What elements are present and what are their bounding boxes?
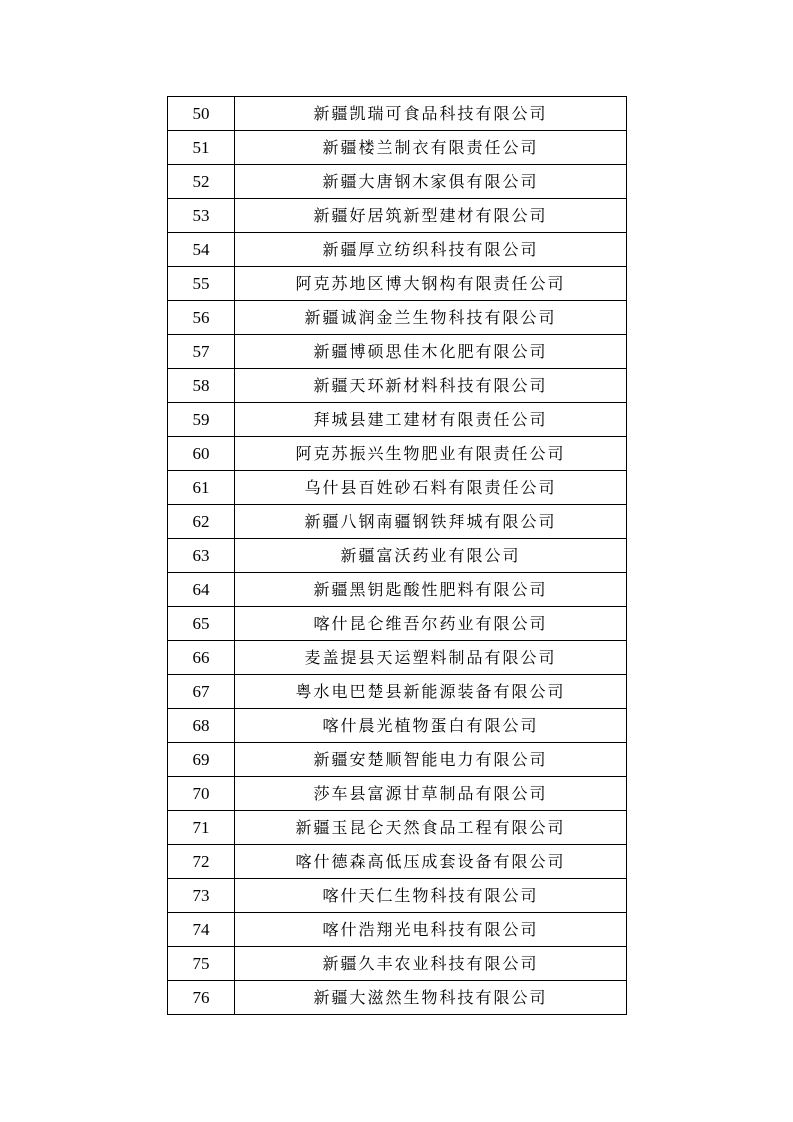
table-row xyxy=(168,505,627,539)
company-name: 阿克苏振兴生物肥业有限责任公司 xyxy=(235,437,627,471)
row-number: 65 xyxy=(168,607,235,641)
company-name: 新疆玉昆仑天然食品工程有限公司 xyxy=(235,811,627,845)
row-number: 74 xyxy=(168,913,235,947)
table-row xyxy=(168,947,627,981)
company-name: 新疆大唐钢木家俱有限公司 xyxy=(235,165,627,199)
table-row xyxy=(168,471,627,505)
company-name: 新疆天环新材料科技有限公司 xyxy=(235,369,627,403)
company-name: 喀什浩翔光电科技有限公司 xyxy=(235,913,627,947)
table-row xyxy=(168,675,627,709)
company-name: 新疆博硕思佳木化肥有限公司 xyxy=(235,335,627,369)
row-number: 73 xyxy=(168,879,235,913)
row-number: 69 xyxy=(168,743,235,777)
row-number: 53 xyxy=(168,199,235,233)
company-name: 喀什昆仑维吾尔药业有限公司 xyxy=(235,607,627,641)
row-number: 64 xyxy=(168,573,235,607)
row-number: 52 xyxy=(168,165,235,199)
company-name: 新疆凯瑞可食品科技有限公司 xyxy=(235,97,627,131)
company-name: 新疆八钢南疆钢铁拜城有限公司 xyxy=(235,505,627,539)
table-row xyxy=(168,369,627,403)
row-number: 63 xyxy=(168,539,235,573)
row-number: 68 xyxy=(168,709,235,743)
row-number: 58 xyxy=(168,369,235,403)
table-row xyxy=(168,913,627,947)
row-number: 62 xyxy=(168,505,235,539)
table-row xyxy=(168,199,627,233)
company-name: 新疆楼兰制衣有限责任公司 xyxy=(235,131,627,165)
company-name: 新疆久丰农业科技有限公司 xyxy=(235,947,627,981)
table-row xyxy=(168,267,627,301)
company-name: 新疆黑钥匙酸性肥料有限公司 xyxy=(235,573,627,607)
company-name: 麦盖提县天运塑料制品有限公司 xyxy=(235,641,627,675)
company-name: 喀什晨光植物蛋白有限公司 xyxy=(235,709,627,743)
row-number: 51 xyxy=(168,131,235,165)
company-name: 新疆诚润金兰生物科技有限公司 xyxy=(235,301,627,335)
company-list-table xyxy=(167,96,627,1015)
row-number: 70 xyxy=(168,777,235,811)
table-row xyxy=(168,97,627,131)
table-row xyxy=(168,403,627,437)
table-row xyxy=(168,165,627,199)
row-number: 57 xyxy=(168,335,235,369)
row-number: 67 xyxy=(168,675,235,709)
row-number: 50 xyxy=(168,97,235,131)
row-number: 60 xyxy=(168,437,235,471)
table-row xyxy=(168,811,627,845)
company-name: 拜城县建工建材有限责任公司 xyxy=(235,403,627,437)
table-body xyxy=(168,97,627,1015)
row-number: 54 xyxy=(168,233,235,267)
company-name: 新疆大滋然生物科技有限公司 xyxy=(235,981,627,1015)
company-name: 新疆厚立纺织科技有限公司 xyxy=(235,233,627,267)
row-number: 66 xyxy=(168,641,235,675)
company-name: 粤水电巴楚县新能源装备有限公司 xyxy=(235,675,627,709)
company-name: 新疆安楚顺智能电力有限公司 xyxy=(235,743,627,777)
table-row xyxy=(168,335,627,369)
row-number: 75 xyxy=(168,947,235,981)
company-name: 阿克苏地区博大钢构有限责任公司 xyxy=(235,267,627,301)
company-name: 莎车县富源甘草制品有限公司 xyxy=(235,777,627,811)
table-row xyxy=(168,131,627,165)
row-number: 71 xyxy=(168,811,235,845)
table-row xyxy=(168,709,627,743)
table-row xyxy=(168,981,627,1015)
company-name: 新疆富沃药业有限公司 xyxy=(235,539,627,573)
row-number: 56 xyxy=(168,301,235,335)
company-name: 喀什天仁生物科技有限公司 xyxy=(235,879,627,913)
row-number: 61 xyxy=(168,471,235,505)
company-name: 乌什县百姓砂石料有限责任公司 xyxy=(235,471,627,505)
table-row xyxy=(168,607,627,641)
table-row xyxy=(168,437,627,471)
table-row xyxy=(168,641,627,675)
row-number: 59 xyxy=(168,403,235,437)
table-row xyxy=(168,573,627,607)
company-name: 喀什德森高低压成套设备有限公司 xyxy=(235,845,627,879)
table-row xyxy=(168,301,627,335)
row-number: 55 xyxy=(168,267,235,301)
table-row xyxy=(168,743,627,777)
row-number: 72 xyxy=(168,845,235,879)
table-row xyxy=(168,845,627,879)
table-row xyxy=(168,777,627,811)
table-row xyxy=(168,879,627,913)
company-name: 新疆好居筑新型建材有限公司 xyxy=(235,199,627,233)
table-row xyxy=(168,233,627,267)
row-number: 76 xyxy=(168,981,235,1015)
table-row xyxy=(168,539,627,573)
